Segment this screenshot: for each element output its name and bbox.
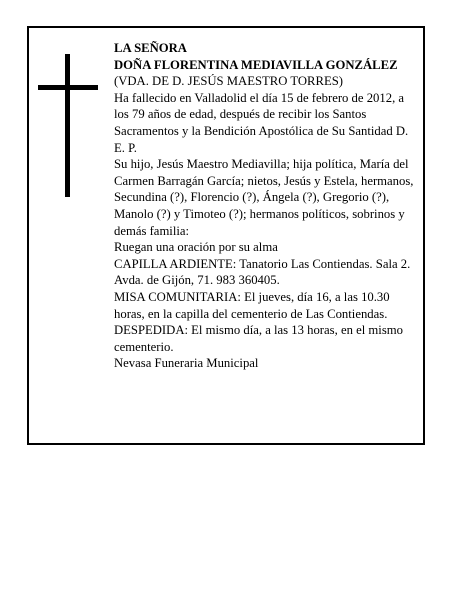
obituary-text: [114, 40, 419, 372]
cross-horizontal-bar: [38, 85, 98, 90]
prayer-request: Ruegan una oración por su alma: [114, 240, 278, 255]
funeral-home: Nevasa Funeraria Municipal: [114, 356, 259, 371]
deceased-name: DOÑA FLORENTINA MEDIAVILLA GONZÁLEZ: [114, 57, 398, 72]
chapel-details: CAPILLA ARDIENTE: Tanatorio Las Contiendas. Sala 2. Avda. de Gijón, 71. 983 360405.: [114, 256, 411, 288]
widow-of-line: (VDA. DE D. JESÚS MAESTRO TORRES): [114, 74, 343, 89]
farewell-details: DESPEDIDA: El mismo día, a las 13 horas, en el mismo cementerio.: [114, 323, 403, 354]
cross-icon: [38, 54, 98, 197]
family-members: Su hijo, Jesús Maestro Mediavilla; hija política, María del Carmen Barragán García; nietos, Jesús y Estela, hermanos, Secundina (?), Florencio (?), Ángela (?), Gregorio (?), Manolo (?) y Timoteo (?); hermanos políticos, sobrinos y demás familia:: [114, 157, 414, 238]
cross-vertical-bar: [65, 54, 70, 197]
notice-heading: LA SEÑORA: [114, 41, 187, 55]
death-statement: Ha fallecido en Valladolid el día 15 de febrero de 2012, a los 79 años de edad, después de recibir los Santos Sacramentos y la Bendición Apostólica de Su Santidad D. E. P.: [114, 90, 409, 155]
mass-details: MISA COMUNITARIA: El jueves, día 16, a las 10.30 horas, en la capilla del cementerio de Las Contiendas.: [114, 289, 390, 321]
